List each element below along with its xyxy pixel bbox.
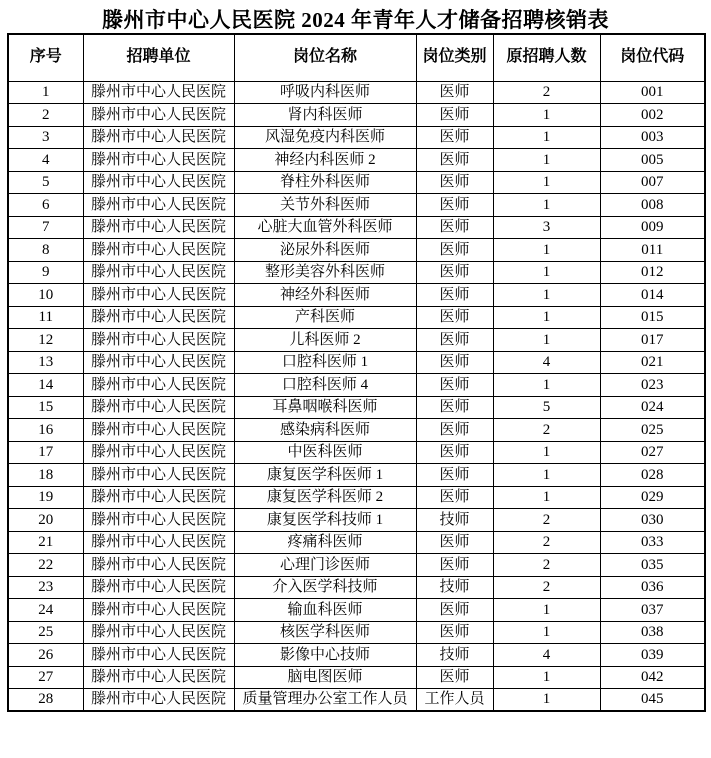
table-row	[8, 306, 705, 329]
cell-recruiting-unit: 滕州市中心人民医院	[83, 621, 234, 644]
header-position-name: 岗位名称	[234, 34, 416, 81]
cell-position-code: 030	[600, 509, 705, 532]
cell-position-name: 耳鼻咽喉科医师	[234, 396, 416, 419]
cell-position-category: 医师	[416, 126, 493, 149]
cell-original-headcount: 1	[493, 284, 600, 307]
cell-original-headcount: 1	[493, 126, 600, 149]
cell-original-headcount: 2	[493, 531, 600, 554]
table-row	[8, 644, 705, 667]
cell-position-category: 医师	[416, 194, 493, 217]
cell-original-headcount: 2	[493, 576, 600, 599]
table-row	[8, 599, 705, 622]
cell-position-name: 整形美容外科医师	[234, 261, 416, 284]
cell-original-headcount: 5	[493, 396, 600, 419]
cell-position-category: 技师	[416, 509, 493, 532]
cell-position-name: 脊柱外科医师	[234, 171, 416, 194]
cell-position-code: 021	[600, 351, 705, 374]
cell-recruiting-unit: 滕州市中心人民医院	[83, 351, 234, 374]
cell-recruiting-unit: 滕州市中心人民医院	[83, 689, 234, 712]
cell-position-name: 康复医学科医师 1	[234, 464, 416, 487]
cell-position-code: 042	[600, 666, 705, 689]
cell-serial-number: 27	[8, 666, 83, 689]
table-row	[8, 419, 705, 442]
cell-position-code: 007	[600, 171, 705, 194]
cell-serial-number: 20	[8, 509, 83, 532]
cell-position-category: 医师	[416, 104, 493, 127]
cell-position-name: 呼吸内科医师	[234, 81, 416, 104]
table-header-row	[8, 34, 705, 81]
cell-position-name: 输血科医师	[234, 599, 416, 622]
cell-serial-number: 6	[8, 194, 83, 217]
cell-original-headcount: 1	[493, 194, 600, 217]
cell-recruiting-unit: 滕州市中心人民医院	[83, 284, 234, 307]
table-row	[8, 81, 705, 104]
cell-position-code: 015	[600, 306, 705, 329]
cell-position-category: 医师	[416, 464, 493, 487]
page-title: 滕州市中心人民医院 2024 年青年人才储备招聘核销表	[102, 8, 609, 32]
cell-serial-number: 14	[8, 374, 83, 397]
table-row	[8, 194, 705, 217]
cell-position-name: 口腔科医师 4	[234, 374, 416, 397]
cell-serial-number: 8	[8, 239, 83, 262]
cell-position-name: 神经外科医师	[234, 284, 416, 307]
header-original-headcount: 原招聘人数	[493, 34, 600, 81]
cell-position-category: 医师	[416, 216, 493, 239]
cell-recruiting-unit: 滕州市中心人民医院	[83, 149, 234, 172]
cell-position-category: 技师	[416, 644, 493, 667]
cell-original-headcount: 1	[493, 261, 600, 284]
cell-original-headcount: 3	[493, 216, 600, 239]
table-row	[8, 486, 705, 509]
cell-position-code: 045	[600, 689, 705, 712]
table-row	[8, 374, 705, 397]
cell-recruiting-unit: 滕州市中心人民医院	[83, 509, 234, 532]
cell-position-code: 039	[600, 644, 705, 667]
cell-position-category: 医师	[416, 554, 493, 577]
cell-position-code: 027	[600, 441, 705, 464]
cell-position-code: 029	[600, 486, 705, 509]
cell-position-name: 心脏大血管外科医师	[234, 216, 416, 239]
cell-position-category: 医师	[416, 666, 493, 689]
cell-recruiting-unit: 滕州市中心人民医院	[83, 104, 234, 127]
cell-recruiting-unit: 滕州市中心人民医院	[83, 554, 234, 577]
cell-position-code: 024	[600, 396, 705, 419]
cell-recruiting-unit: 滕州市中心人民医院	[83, 194, 234, 217]
cell-serial-number: 15	[8, 396, 83, 419]
cell-original-headcount: 1	[493, 599, 600, 622]
cell-serial-number: 3	[8, 126, 83, 149]
cell-position-code: 005	[600, 149, 705, 172]
cell-serial-number: 11	[8, 306, 83, 329]
cell-position-code: 023	[600, 374, 705, 397]
cell-position-name: 风湿免疫内科医师	[234, 126, 416, 149]
header-position-code: 岗位代码	[600, 34, 705, 81]
cell-serial-number: 23	[8, 576, 83, 599]
cell-position-code: 035	[600, 554, 705, 577]
cell-serial-number: 16	[8, 419, 83, 442]
cell-position-name: 感染病科医师	[234, 419, 416, 442]
cell-position-code: 028	[600, 464, 705, 487]
cell-serial-number: 13	[8, 351, 83, 374]
cell-original-headcount: 2	[493, 554, 600, 577]
table-row	[8, 216, 705, 239]
cell-original-headcount: 1	[493, 666, 600, 689]
table-row	[8, 666, 705, 689]
table-row	[8, 126, 705, 149]
cell-position-category: 医师	[416, 149, 493, 172]
table-row	[8, 329, 705, 352]
cell-serial-number: 25	[8, 621, 83, 644]
cell-position-name: 关节外科医师	[234, 194, 416, 217]
cell-position-category: 医师	[416, 351, 493, 374]
cell-original-headcount: 4	[493, 644, 600, 667]
cell-original-headcount: 1	[493, 149, 600, 172]
cell-serial-number: 10	[8, 284, 83, 307]
cell-recruiting-unit: 滕州市中心人民医院	[83, 464, 234, 487]
cell-position-code: 009	[600, 216, 705, 239]
header-recruiting-unit: 招聘单位	[83, 34, 234, 81]
cell-position-name: 核医学科医师	[234, 621, 416, 644]
cell-serial-number: 5	[8, 171, 83, 194]
cell-recruiting-unit: 滕州市中心人民医院	[83, 441, 234, 464]
cell-recruiting-unit: 滕州市中心人民医院	[83, 486, 234, 509]
cell-position-code: 011	[600, 239, 705, 262]
cell-position-category: 医师	[416, 306, 493, 329]
cell-position-category: 医师	[416, 486, 493, 509]
cell-position-name: 心理门诊医师	[234, 554, 416, 577]
cell-position-code: 002	[600, 104, 705, 127]
cell-recruiting-unit: 滕州市中心人民医院	[83, 374, 234, 397]
cell-recruiting-unit: 滕州市中心人民医院	[83, 531, 234, 554]
table-row	[8, 554, 705, 577]
cell-position-code: 017	[600, 329, 705, 352]
cell-position-name: 中医科医师	[234, 441, 416, 464]
cell-position-category: 医师	[416, 81, 493, 104]
cell-position-code: 012	[600, 261, 705, 284]
cell-position-category: 技师	[416, 576, 493, 599]
cell-serial-number: 19	[8, 486, 83, 509]
cell-original-headcount: 1	[493, 104, 600, 127]
cell-serial-number: 17	[8, 441, 83, 464]
cell-position-category: 医师	[416, 284, 493, 307]
cell-position-name: 质量管理办公室工作人员	[234, 689, 416, 712]
cell-position-category: 医师	[416, 261, 493, 284]
cell-original-headcount: 1	[493, 306, 600, 329]
table-row	[8, 689, 705, 712]
table-row	[8, 149, 705, 172]
cell-position-name: 口腔科医师 1	[234, 351, 416, 374]
table-row	[8, 621, 705, 644]
cell-serial-number: 21	[8, 531, 83, 554]
cell-position-name: 泌尿外科医师	[234, 239, 416, 262]
cell-position-name: 康复医学科医师 2	[234, 486, 416, 509]
cell-position-category: 医师	[416, 239, 493, 262]
cell-serial-number: 2	[8, 104, 83, 127]
cell-original-headcount: 1	[493, 689, 600, 712]
cell-position-category: 医师	[416, 374, 493, 397]
cell-serial-number: 18	[8, 464, 83, 487]
cell-position-code: 033	[600, 531, 705, 554]
cell-original-headcount: 4	[493, 351, 600, 374]
cell-position-code: 008	[600, 194, 705, 217]
cell-recruiting-unit: 滕州市中心人民医院	[83, 599, 234, 622]
cell-serial-number: 4	[8, 149, 83, 172]
table-row	[8, 261, 705, 284]
cell-position-name: 儿科医师 2	[234, 329, 416, 352]
table-row	[8, 171, 705, 194]
cell-serial-number: 1	[8, 81, 83, 104]
table-row	[8, 351, 705, 374]
cell-position-name: 影像中心技师	[234, 644, 416, 667]
header-serial-number: 序号	[8, 34, 83, 81]
cell-position-code: 036	[600, 576, 705, 599]
cell-position-category: 医师	[416, 419, 493, 442]
cell-recruiting-unit: 滕州市中心人民医院	[83, 171, 234, 194]
cell-original-headcount: 1	[493, 621, 600, 644]
cell-serial-number: 12	[8, 329, 83, 352]
cell-position-name: 疼痛科医师	[234, 531, 416, 554]
cell-position-category: 医师	[416, 441, 493, 464]
cell-position-name: 神经内科医师 2	[234, 149, 416, 172]
cell-recruiting-unit: 滕州市中心人民医院	[83, 666, 234, 689]
cell-position-code: 025	[600, 419, 705, 442]
cell-position-category: 医师	[416, 396, 493, 419]
cell-original-headcount: 1	[493, 374, 600, 397]
cell-position-category: 工作人员	[416, 689, 493, 712]
cell-position-name: 肾内科医师	[234, 104, 416, 127]
cell-recruiting-unit: 滕州市中心人民医院	[83, 329, 234, 352]
cell-recruiting-unit: 滕州市中心人民医院	[83, 216, 234, 239]
cell-original-headcount: 1	[493, 171, 600, 194]
cell-recruiting-unit: 滕州市中心人民医院	[83, 576, 234, 599]
cell-original-headcount: 2	[493, 509, 600, 532]
table-row	[8, 104, 705, 127]
cell-position-name: 产科医师	[234, 306, 416, 329]
table-row	[8, 509, 705, 532]
cell-position-code: 038	[600, 621, 705, 644]
cell-recruiting-unit: 滕州市中心人民医院	[83, 644, 234, 667]
cell-recruiting-unit: 滕州市中心人民医院	[83, 239, 234, 262]
table-row	[8, 531, 705, 554]
cell-position-category: 医师	[416, 171, 493, 194]
table-row	[8, 441, 705, 464]
cell-original-headcount: 1	[493, 486, 600, 509]
recruitment-table	[7, 33, 706, 712]
cell-serial-number: 24	[8, 599, 83, 622]
table-row	[8, 239, 705, 262]
table-body	[8, 81, 705, 711]
cell-recruiting-unit: 滕州市中心人民医院	[83, 396, 234, 419]
cell-serial-number: 7	[8, 216, 83, 239]
cell-serial-number: 22	[8, 554, 83, 577]
cell-position-category: 医师	[416, 599, 493, 622]
cell-recruiting-unit: 滕州市中心人民医院	[83, 126, 234, 149]
table-row	[8, 396, 705, 419]
cell-position-name: 康复医学科技师 1	[234, 509, 416, 532]
cell-position-name: 脑电图医师	[234, 666, 416, 689]
cell-position-code: 037	[600, 599, 705, 622]
cell-position-code: 014	[600, 284, 705, 307]
cell-position-code: 001	[600, 81, 705, 104]
cell-recruiting-unit: 滕州市中心人民医院	[83, 306, 234, 329]
cell-serial-number: 26	[8, 644, 83, 667]
table-header	[8, 34, 705, 81]
cell-position-code: 003	[600, 126, 705, 149]
cell-position-category: 医师	[416, 531, 493, 554]
cell-recruiting-unit: 滕州市中心人民医院	[83, 419, 234, 442]
cell-position-category: 医师	[416, 621, 493, 644]
cell-position-category: 医师	[416, 329, 493, 352]
cell-serial-number: 28	[8, 689, 83, 712]
cell-serial-number: 9	[8, 261, 83, 284]
cell-position-name: 介入医学科技师	[234, 576, 416, 599]
cell-original-headcount: 1	[493, 329, 600, 352]
cell-recruiting-unit: 滕州市中心人民医院	[83, 261, 234, 284]
cell-original-headcount: 2	[493, 81, 600, 104]
cell-original-headcount: 1	[493, 464, 600, 487]
cell-original-headcount: 1	[493, 239, 600, 262]
table-row	[8, 576, 705, 599]
table-row	[8, 464, 705, 487]
cell-recruiting-unit: 滕州市中心人民医院	[83, 81, 234, 104]
cell-original-headcount: 2	[493, 419, 600, 442]
header-position-category: 岗位类别	[416, 34, 493, 81]
table-row	[8, 284, 705, 307]
cell-original-headcount: 1	[493, 441, 600, 464]
